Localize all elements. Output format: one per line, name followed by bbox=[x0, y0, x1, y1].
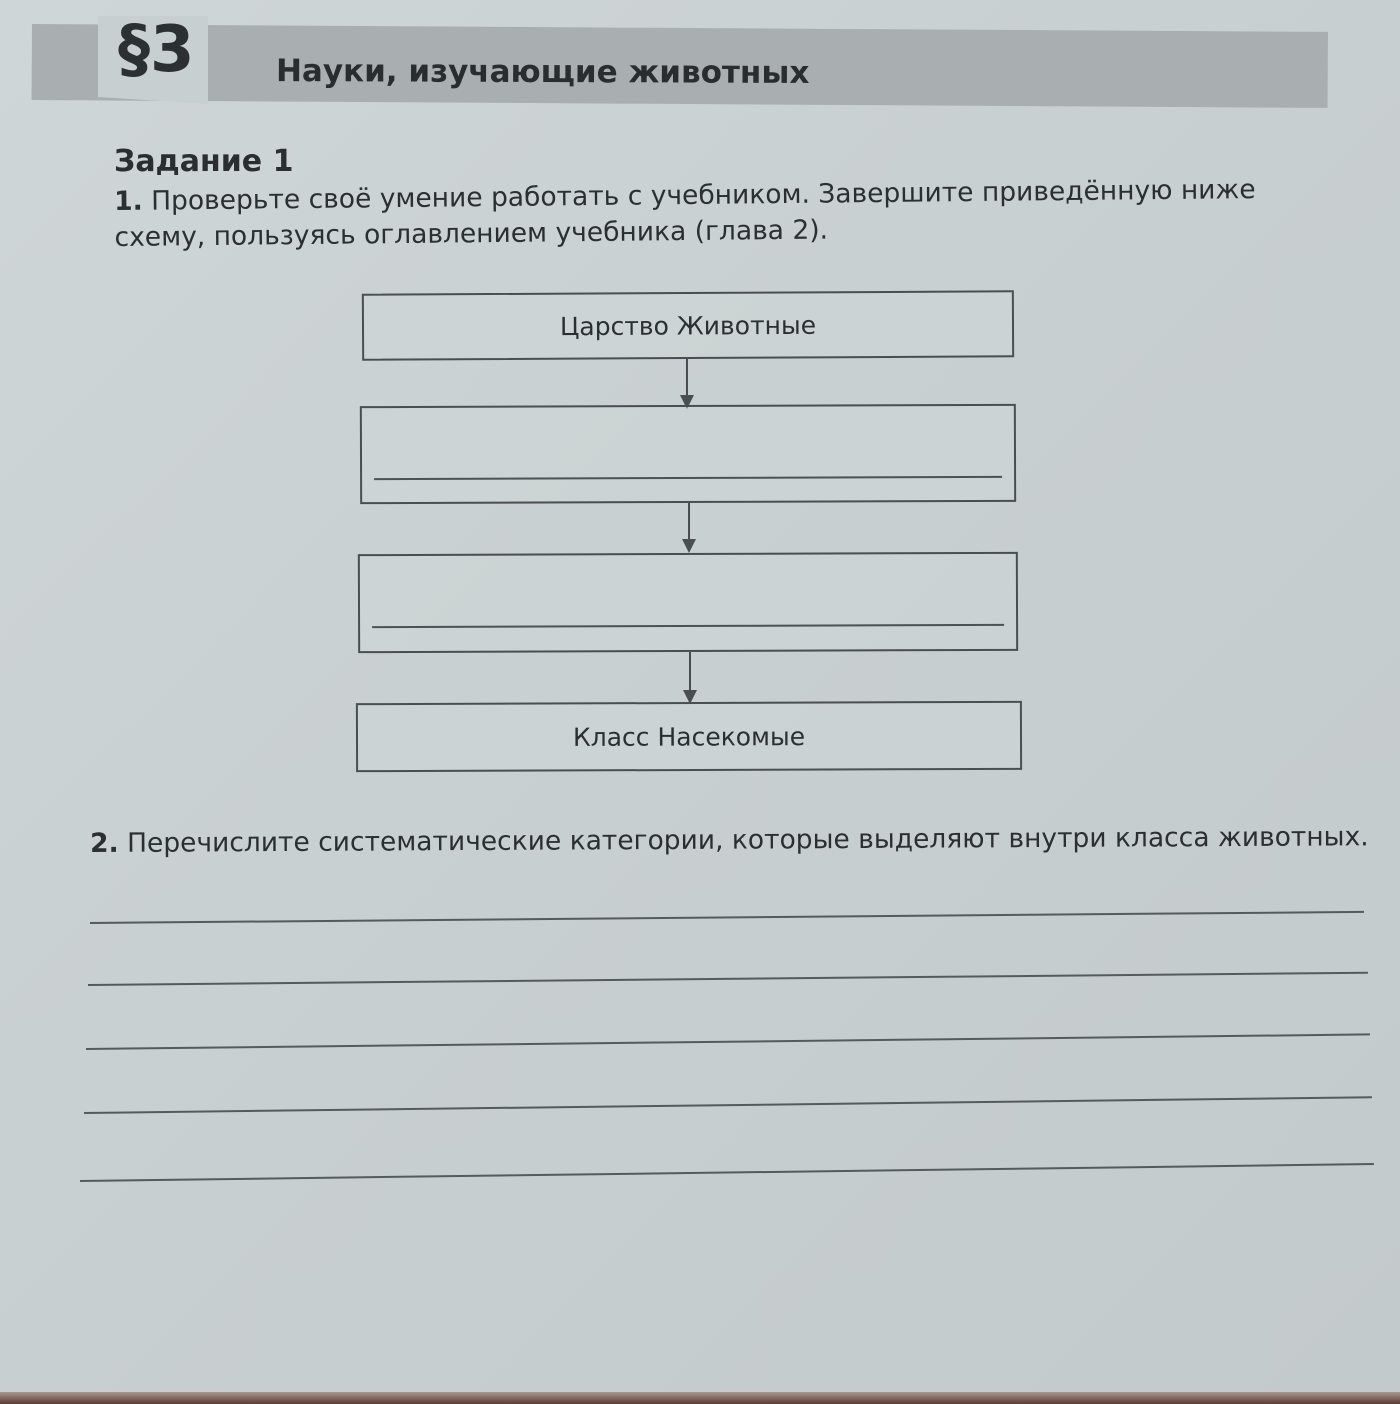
scheme-box-blank-1-answer[interactable] bbox=[362, 453, 1014, 455]
scheme-box-blank-2[interactable] bbox=[358, 552, 1018, 653]
question-1-text: Проверьте своё умение работать с учебником. Завершите приведённую ниже схему, пользуясь оглавлением учебника (глава 2). bbox=[114, 174, 1256, 253]
scheme-box-class bbox=[356, 701, 1022, 772]
question-1-number: 1. bbox=[114, 185, 143, 217]
question-2-number: 2. bbox=[90, 827, 119, 859]
scheme-box-blank-2-writing-line[interactable] bbox=[372, 624, 1004, 628]
page-bottom-edge bbox=[0, 1392, 1400, 1404]
section-number: §3 bbox=[118, 13, 195, 87]
scheme-box-kingdom-label: Царство Животные bbox=[559, 310, 817, 341]
scheme-arrow-1 bbox=[686, 359, 688, 407]
section-title: Науки, изучающие животных bbox=[275, 53, 810, 91]
scheme-box-blank-1-writing-line[interactable] bbox=[374, 476, 1002, 480]
scheme-box-class-label: Класс Насекомые bbox=[572, 721, 806, 752]
scheme-box-blank-2-answer[interactable] bbox=[360, 601, 1016, 603]
scheme-box-kingdom bbox=[362, 290, 1014, 360]
scheme-arrow-2 bbox=[688, 503, 690, 551]
scheme-box-blank-1[interactable] bbox=[360, 404, 1016, 504]
question-2 bbox=[90, 819, 1380, 862]
question-2-text: Перечислите систематические категории, которые выделяют внутри класса животных. bbox=[126, 821, 1369, 859]
scheme-arrow-3 bbox=[689, 652, 691, 702]
task-heading: Задание 1 bbox=[114, 144, 294, 179]
